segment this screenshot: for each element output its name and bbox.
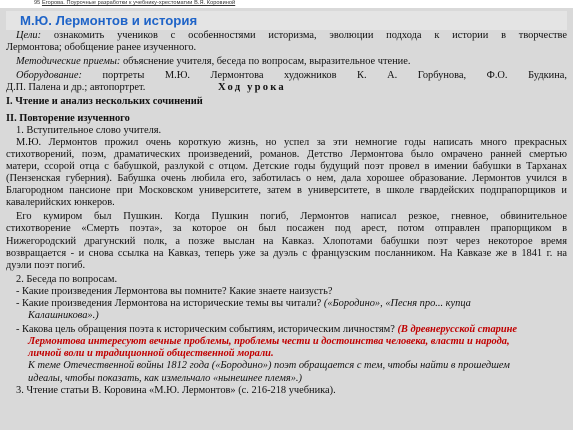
question-3-answer-line: личной воли и традиционной общественной морали. bbox=[28, 348, 274, 360]
question-3-note-line: идеалы, чтобы показать, как измельчало «нынешнее племя».) bbox=[28, 372, 302, 384]
paragraph-1-line: Благородном пансионе при Московском университете, затем в университете, в школе гвардейских подпрапорщиков и bbox=[6, 185, 567, 197]
lesson-course-heading: Ход урока bbox=[218, 82, 286, 94]
header-page-number: 95 bbox=[34, 0, 41, 6]
question-3 bbox=[6, 324, 567, 336]
question-3-answer-highlight: (В древнерусской старине bbox=[397, 324, 518, 336]
equipment-text-1: портреты М.Ю. Лермонтова художников К. А. Горбунова, Ф.О. Будкина, bbox=[102, 70, 567, 82]
paragraph-2-line: Нижегородский драгунский полк, а позже выслан на Кавказ. Хлопотами бабушки поэт через некоторое время bbox=[6, 235, 567, 247]
question-2-text: - Какие произведения Лермонтова на исторические темы вы читали? bbox=[16, 297, 324, 309]
header-source-text: Егорова. Поурочные разработки к учебнику-хрестоматии В.Я. Коровиной bbox=[41, 0, 236, 6]
paragraph-2 bbox=[6, 211, 567, 271]
paragraph-2-line: стихотворение «Смерть поэта», за которое он был посажен под арест, потом отправлен прапорщиком в bbox=[6, 223, 567, 235]
methods-label: Методические приемы: bbox=[16, 56, 121, 68]
section-heading-2: II. Повторение изученного bbox=[6, 112, 130, 124]
question-2-answer-cont: Калашникова».) bbox=[28, 310, 99, 322]
paragraph-2-line: Его кумиром был Пушкин. Когда Пушкин погиб, Лермонтов написал резкое, гневное, обвинительное bbox=[16, 211, 567, 223]
equipment-line-2 bbox=[6, 82, 567, 94]
question-2 bbox=[6, 298, 567, 310]
paragraph-1-line: стихотворений, поэм, драматических произведений, романов. Детство Лермонтова было омрачено ранней смертью bbox=[6, 148, 567, 160]
paragraph-1-line: (Пензенская губерния). Бабушка очень любила его, заботилась о нем, дала хорошее образование. Лермонтов учился в bbox=[6, 173, 567, 185]
item-1: 1. Вступительное слово учителя. bbox=[16, 124, 162, 136]
goals-text-1: ознакомить учеников с особенностями историзма, эволюции подхода к истории в творчестве bbox=[53, 30, 567, 41]
section-heading-1: I. Чтение и анализ нескольких сочинений bbox=[6, 96, 203, 108]
paragraph-2-line: дуэли поэт погиб. bbox=[6, 259, 86, 271]
paragraph-1 bbox=[6, 137, 567, 210]
goals-label: Цели: bbox=[16, 30, 42, 41]
paragraph-2-line: возвращается - и снова ссылка на Кавказ, теперь уже за дуэль с французским посланником. На Кавказе же в 1841 г. на bbox=[6, 247, 567, 259]
paragraph-1-line: кавалерийских юнкеров. bbox=[6, 197, 115, 209]
equipment-label: Оборудование: bbox=[16, 70, 82, 82]
methods-line bbox=[6, 56, 567, 68]
question-1: - Какие произведения Лермонтова вы помните? Какие знаете наизусть? bbox=[16, 285, 333, 297]
paragraph-1-line: М.Ю. Лермонтов прожил очень короткую жизнь, но успел за эти немногие годы написать много прекрасных bbox=[16, 136, 567, 148]
item-3: 3. Чтение статьи В. Коровина «М.Ю. Лермонтов» (с. 216-218 учебника). bbox=[16, 384, 336, 396]
question-2-answer: («Бородино», «Песня про... купца bbox=[323, 297, 471, 309]
question-3-answer-line: Лермонтова интересуют вечные проблемы, проблемы чести и достоинства человека, власти и народа, bbox=[28, 336, 510, 348]
question-3-note-line: К теме Отечественной войны 1812 года («Бородино») поэт обращается с тем, чтобы найти в прошедшем bbox=[28, 360, 510, 372]
goals-line-1 bbox=[6, 30, 567, 42]
goals-text-2: Лермонтова; обобщение ранее изученного. bbox=[6, 42, 197, 54]
paragraph-1-line: матери, ссорой отца с бабушкой, разлукой с отцом. Детские годы будущий поэт провел в имении бабушки в Тарханах bbox=[6, 160, 567, 172]
equipment-text-2: Д.П. Палена и др.; автопортрет. bbox=[6, 82, 146, 94]
methods-text: объяснение учителя, беседа по вопросам, выразительное чтение. bbox=[122, 56, 411, 68]
equipment-line-1 bbox=[6, 70, 567, 82]
page-title: М.Ю. Лермонтов и история bbox=[6, 11, 567, 30]
document-body bbox=[6, 30, 567, 397]
item-2: 2. Беседа по вопросам. bbox=[16, 273, 118, 285]
question-3-text: - Какова цель обращения поэта к историческим событиям, историческим личностям? bbox=[16, 324, 398, 336]
